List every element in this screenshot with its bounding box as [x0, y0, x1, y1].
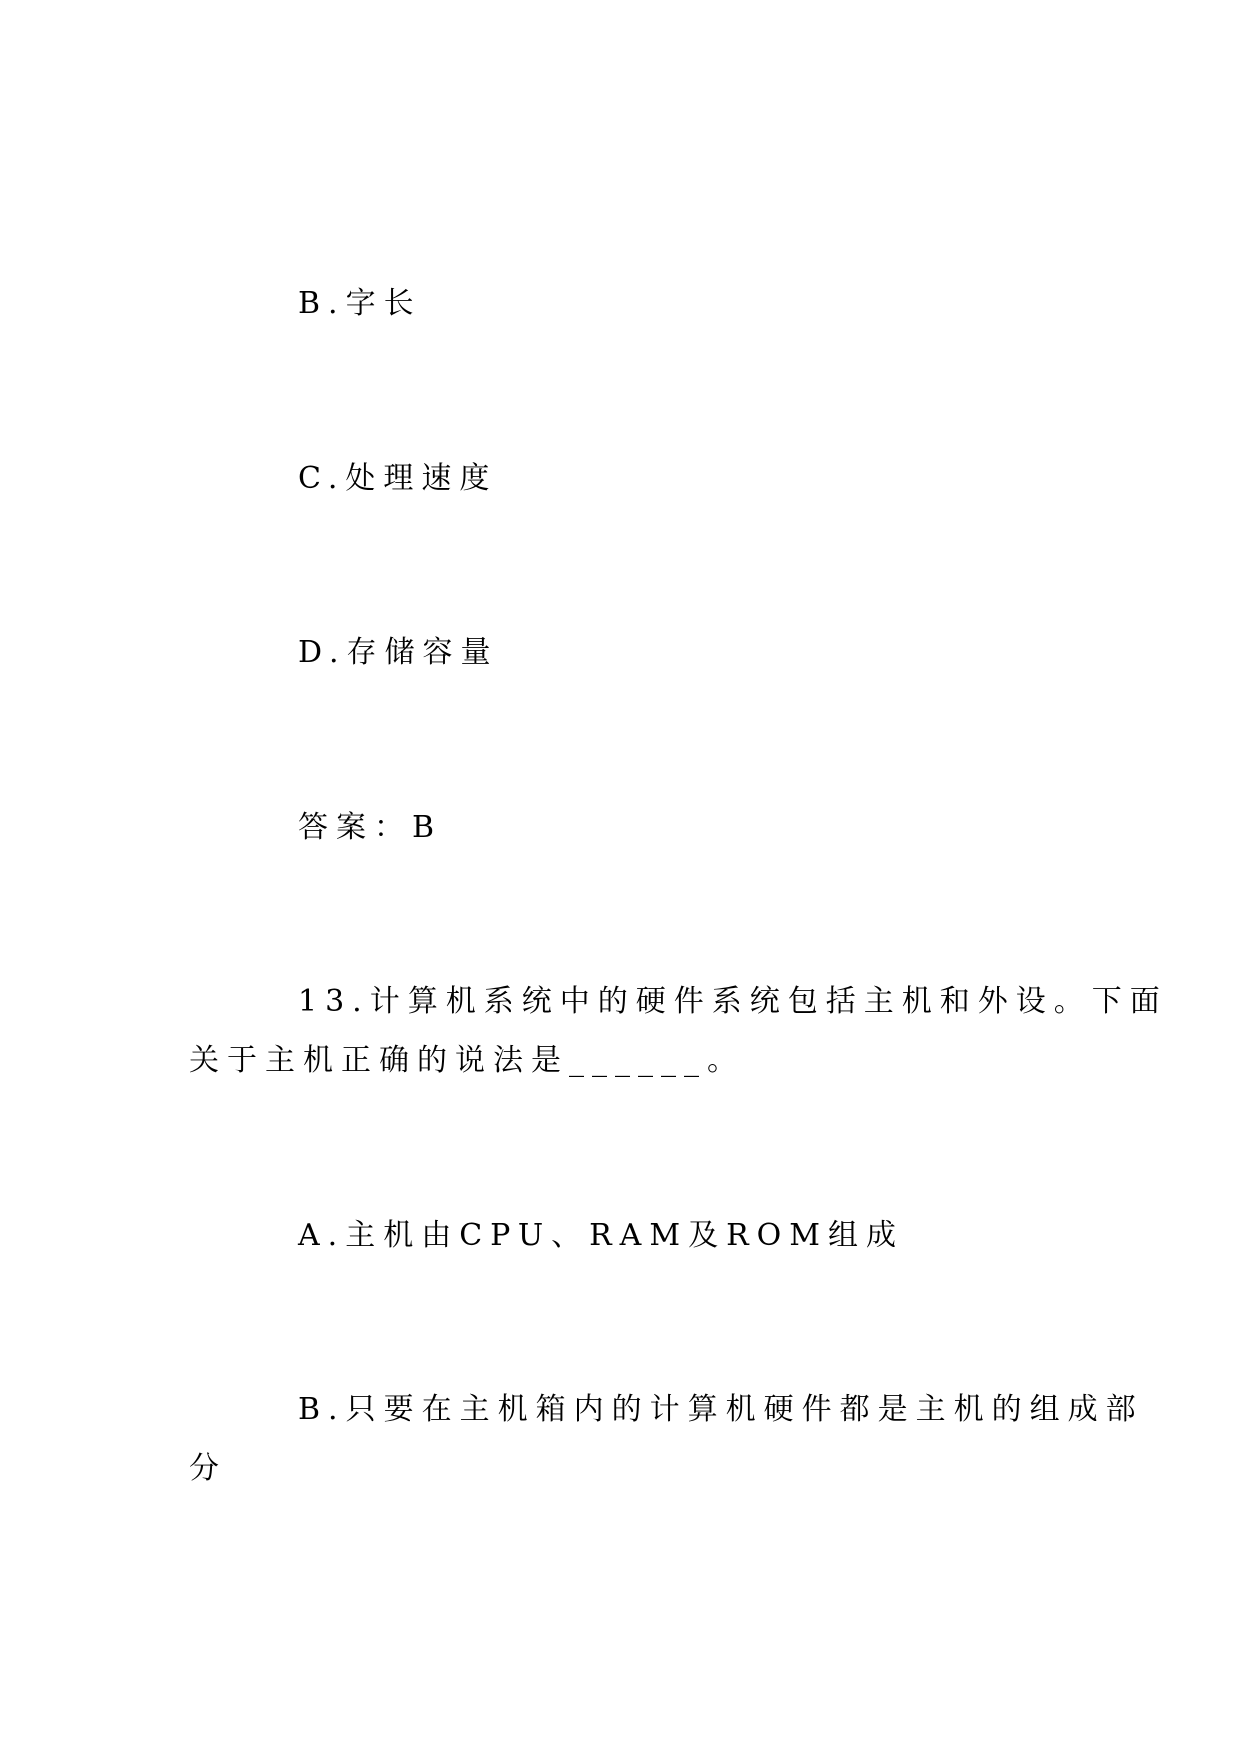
question-13-line-1: 13.计算机系统中的硬件系统包括主机和外设。下面 [298, 984, 1168, 1019]
question-13-option-b-line-1: B.只要在主机箱内的计算机硬件都是主机的组成部 [298, 1392, 1144, 1427]
option-c-text: C.处理速度 [298, 461, 498, 496]
question-13-line-2: 关于主机正确的说法是______。 [189, 1043, 745, 1078]
question-13-option-a: A.主机由CPU、RAM及ROM组成 [298, 1218, 904, 1253]
option-b-text: B.字长 [298, 286, 422, 321]
answer-text: 答案：B [298, 810, 443, 845]
question-13-option-b-line-2: 分 [189, 1451, 227, 1486]
option-d-text: D.存储容量 [298, 635, 499, 670]
